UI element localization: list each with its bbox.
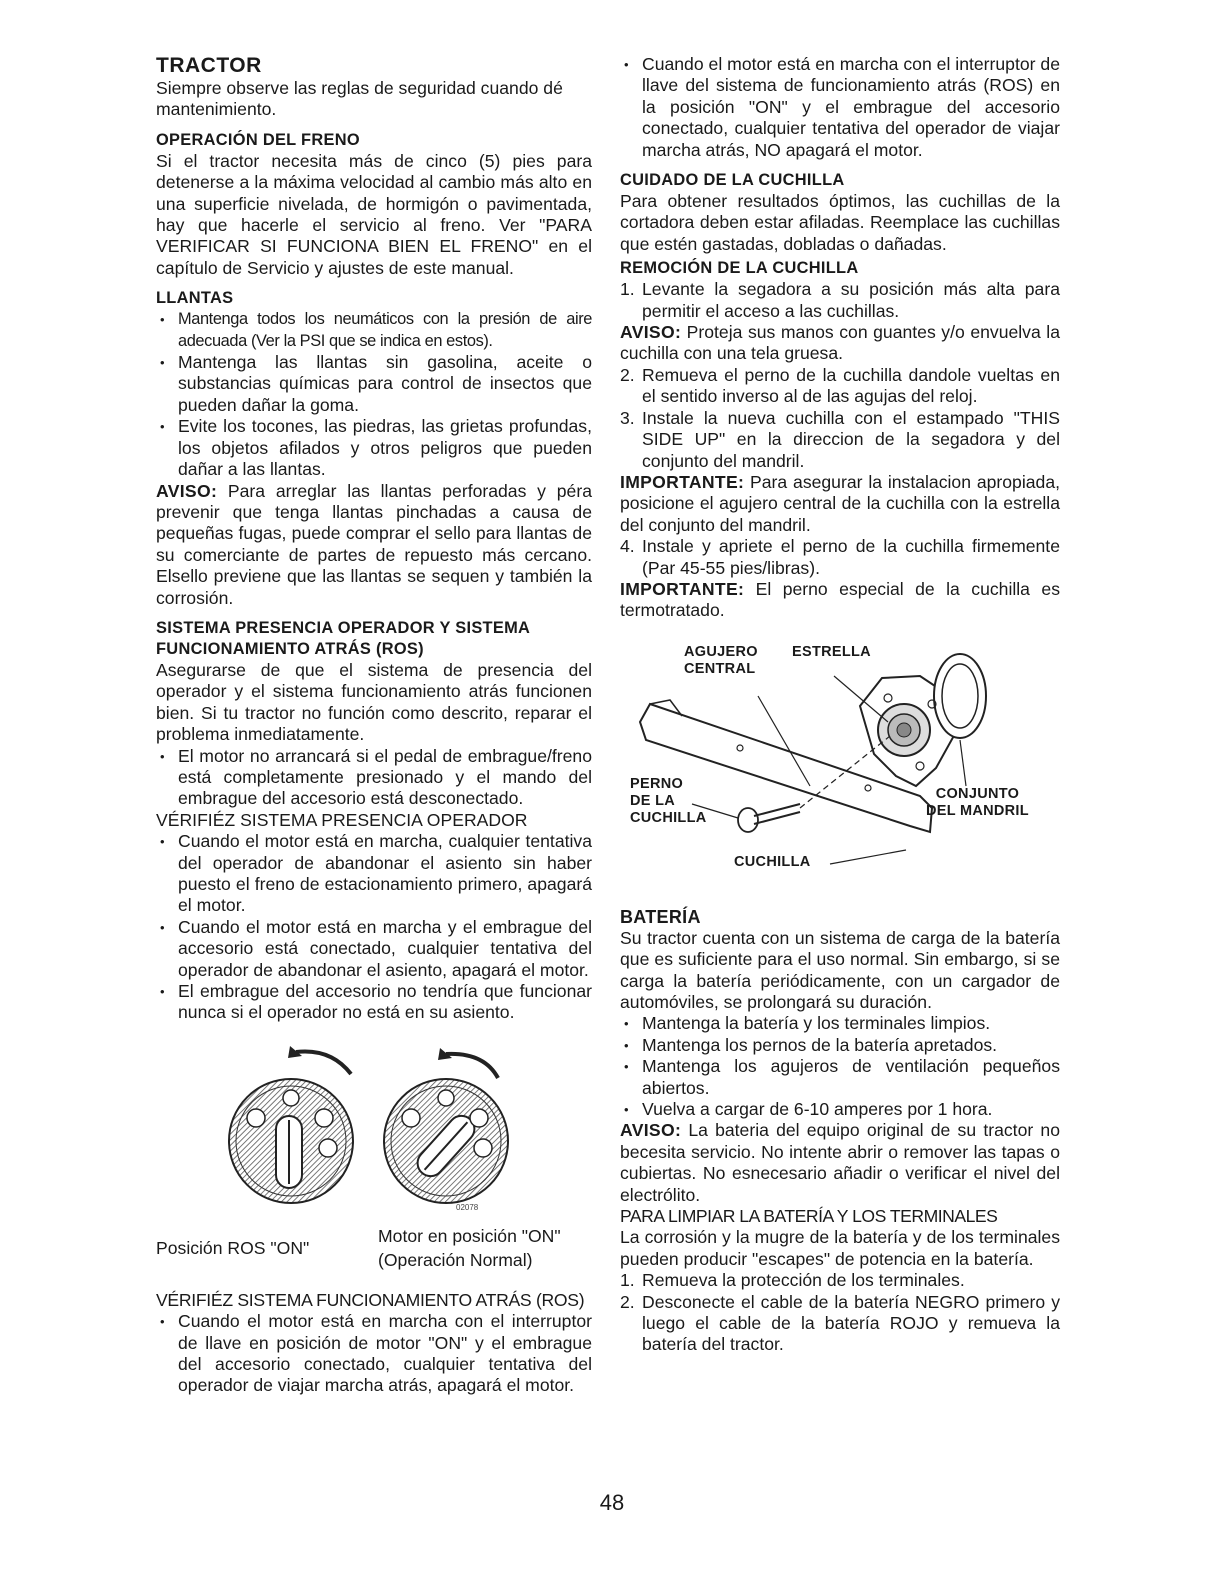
notice-text: Para arreglar las llantas perforadas y péra prevenir que tenga llantas pinchadas a causa de pequeñas fugas, puede comprar el sello para llantas de su comerciante de partes de repuesto más cercano. Elsello previene que las llantas se sequen y también la corrosión.	[156, 480, 592, 608]
notice-text: Proteja sus manos con guantes y/o envuelva la cuchilla con una tela gruesa.	[620, 322, 1060, 364]
label-agujero-central	[684, 644, 758, 678]
ignition-switch-illustration	[216, 1046, 556, 1216]
clean-heading: PARA LIMPIAR LA BATERÍA Y LOS TERMINALES	[620, 1206, 998, 1227]
blade-care-heading: CUIDADO DE LA CUCHILLA	[620, 171, 845, 190]
list-item: • Mantenga los agujeros de ventilación pequeños abiertos.	[620, 1056, 1060, 1099]
step-number: 4.	[620, 536, 635, 557]
list-item: • Cuando el motor está en marcha y el embrague del accesorio está conectado, cualquier tentativa del operador de abandonar el asiento, apagará el motor.	[156, 917, 592, 981]
list-item: • Evite los tocones, las piedras, las grietas profundas, los objetos afilados y otros peligros que pueden dañar a las llantas.	[156, 416, 592, 480]
step-number: 1.	[620, 1270, 635, 1291]
verify-presence-heading: VÉRIFIÉZ SISTEMA PRESENCIA OPERADOR	[156, 809, 528, 830]
step-item	[620, 365, 1060, 408]
list-item: • El motor no arrancará si el pedal de embrague/freno está completamente presionado y el mando del embrague del accesorio está desconectado.	[156, 746, 592, 810]
ros-continued-list	[620, 54, 1060, 161]
label-perno	[630, 776, 707, 827]
ignition-dials-figure	[156, 1046, 592, 1216]
step-text: Remueva la protección de los terminales.	[642, 1270, 965, 1291]
list-item: • Vuelva a cargar de 6-10 amperes por 1 hora.	[620, 1099, 1060, 1120]
label-estrella: ESTRELLA	[792, 643, 871, 660]
label-cuchilla: CUCHILLA	[734, 853, 811, 870]
blade-removal-heading: REMOCIÓN DE LA CUCHILLA	[620, 259, 859, 278]
ros-text: Asegurarse de que el sistema de presencia del operador y el sistema funcionamiento atrás funcionen bien. Si tu tractor no función como descrito, reparar el problema inmediatamente.	[156, 659, 592, 745]
list-item: • Cuando el motor está en marcha con el interruptor de llave del sistema de funcionamiento atrás (ROS) en la posición "ON" y el embrague del accesorio conectado, cualquier tentativa del operador de viajar marcha atrás, NO apagará el motor.	[620, 54, 1060, 161]
tires-heading: LLANTAS	[156, 289, 234, 308]
step-number: 2.	[620, 364, 635, 385]
caption-ros-on: Posición ROS "ON"	[156, 1237, 310, 1258]
label-line: CONJUNTO	[935, 785, 1020, 802]
caption-motor-on: Motor en posición "ON" (Operación Normal)	[378, 1225, 561, 1270]
blade-steps-c	[620, 536, 1060, 579]
step-number: 1.	[620, 279, 635, 300]
list-item: • Mantenga las llantas sin gasolina, aceite o substancias químicas para control de insectos que pueden dañar la goma.	[156, 352, 592, 416]
verify-ros-list	[156, 1311, 592, 1397]
step-item	[620, 279, 1060, 322]
list-item: • Mantenga la batería y los terminales limpios.	[620, 1013, 1060, 1034]
important-note-1	[620, 472, 1060, 536]
important-note-2	[620, 579, 1060, 622]
step-number: 2.	[620, 1291, 635, 1312]
step-number: 3.	[620, 407, 635, 428]
left-column	[156, 54, 592, 1397]
clean-steps	[620, 1270, 1060, 1356]
label-line: DE LA	[630, 792, 675, 809]
right-column	[620, 54, 1060, 1356]
battery-heading: BATERÍA	[620, 906, 701, 927]
battery-text: Su tractor cuenta con un sistema de carga de la batería que es suficiente para el uso normal. Sin embargo, si se carga la batería periódicamente, con un cargador de automóviles, se prolongará su duración.	[620, 927, 1060, 1012]
verify-presence-list	[156, 831, 592, 1024]
battery-list	[620, 1013, 1060, 1120]
verify-ros-heading: VÉRIFIÉZ SISTEMA FUNCIONAMIENTO ATRÁS (ROS)	[156, 1289, 585, 1310]
label-conjunto	[926, 786, 1029, 820]
important-text: Para asegurar la instalacion apropiada, posicione el agujero central de la cuchilla con la estrella del conjunto del mandril.	[620, 471, 1060, 535]
list-item: • Cuando el motor está en marcha con el interruptor de llave en posición de motor "ON" y el embrague del accesorio conectado, cualquier tentativa del operador de viajar marcha atrás, apagará el motor.	[156, 1311, 592, 1397]
step-text: Instale y apriete el perno de la cuchilla firmemente (Par 45-55 pies/libras).	[642, 536, 1060, 578]
step-text: Remueva el perno de la cuchilla dandole vueltas en el sentido inverso al de las agujas del reloj.	[642, 364, 1060, 407]
ros-heading: SISTEMA PRESENCIA OPERADOR Y SISTEMA FUNCIONAMIENTO ATRÁS (ROS)	[156, 618, 530, 658]
motor-on-dial	[384, 1048, 508, 1203]
blade-steps-b	[620, 365, 1060, 472]
brake-heading: OPERACIÓN DEL FRENO	[156, 130, 360, 149]
notice-label: AVISO:	[156, 480, 218, 501]
step-item	[620, 408, 1060, 472]
clean-text: La corrosión y la mugre de la batería y de los terminales pueden producir "escapes" de potencia en la batería.	[620, 1227, 1060, 1269]
spindle-assembly	[860, 654, 986, 786]
notice-text: La bateria del equipo original de su tractor no becesita servicio. No intente abrir o remover las tapas o cubiertas. No esnecesario añadir o verificar el nivel del electrólito.	[620, 1120, 1060, 1205]
ros-on-dial	[229, 1046, 353, 1203]
label-line: CUCHILLA	[630, 809, 707, 826]
step-text: Levante la segadora a su posición más alta para permitir el acceso a las cuchillas.	[642, 279, 1060, 321]
intro-text: Siempre observe las reglas de seguridad cuando dé mantenimiento.	[156, 78, 563, 120]
step-text: Instale la nueva cuchilla con el estampado "THIS SIDE UP" en la direccion de la segadora y del conjunto del mandril.	[642, 407, 1060, 471]
step-text: Desconecte el cable de la batería NEGRO primero y luego el cable de la batería ROJO y remueva la batería del tractor.	[642, 1291, 1060, 1355]
step-item	[620, 1270, 1060, 1291]
label-line: AGUJERO	[684, 643, 758, 660]
page-number: 48	[599, 1490, 625, 1515]
label-line: PERNO	[630, 775, 684, 792]
step-item	[620, 536, 1060, 579]
ros-list	[156, 746, 592, 810]
brake-text: Si el tractor necesita más de cinco (5) pies para detenerse a la máxima velocidad al cambio más alto en una superficie nivelada, de hormigón o pavimentada, hay que hacerle el servicio al freno. Ver "PARA VERIFICAR SI FUNCIONA BIEN EL FRENO" en el capítulo de Servicio y ajustes de este manual.	[156, 150, 592, 278]
tires-notice	[156, 481, 592, 609]
battery-notice	[620, 1120, 1060, 1206]
list-item: • Cuando el motor está en marcha, cualquier tentativa del operador de abandonar el asiento sin haber puesto el freno de estacionamiento primero, apagará el motor.	[156, 831, 592, 917]
label-line: DEL MANDRIL	[926, 802, 1029, 819]
step-item	[620, 1292, 1060, 1356]
blade-assembly-figure	[620, 636, 1060, 904]
label-line: CENTRAL	[684, 660, 756, 677]
list-item: • Mantenga los pernos de la batería apretados.	[620, 1035, 1060, 1056]
blade-bolt	[738, 804, 800, 832]
list-item: • El embrague del accesorio no tendría que funcionar nunca si el operador no está en su asiento.	[156, 981, 592, 1024]
blade-notice	[620, 322, 1060, 365]
blade-care-text: Para obtener resultados óptimos, las cuchillas de la cortadora deben estar afiladas. Reemplace las cuchillas que estén gastadas, dobladas o dañadas.	[620, 191, 1060, 254]
list-item: • Mantenga todos los neumáticos con la presión de aire adecuada (Ver la PSI que se indica en estos).	[156, 309, 592, 352]
blade-steps-a	[620, 279, 1060, 322]
important-label: IMPORTANTE:	[620, 471, 745, 492]
important-label: IMPORTANTE:	[620, 578, 745, 599]
tires-list	[156, 309, 592, 480]
important-text: El perno especial de la cuchilla es termotratado.	[620, 578, 1060, 621]
notice-label: AVISO:	[620, 1120, 682, 1141]
section-title: TRACTOR	[156, 54, 262, 77]
notice-label: AVISO:	[620, 322, 682, 343]
figure-code: 02078	[456, 1202, 479, 1212]
dial-captions	[156, 1224, 592, 1280]
